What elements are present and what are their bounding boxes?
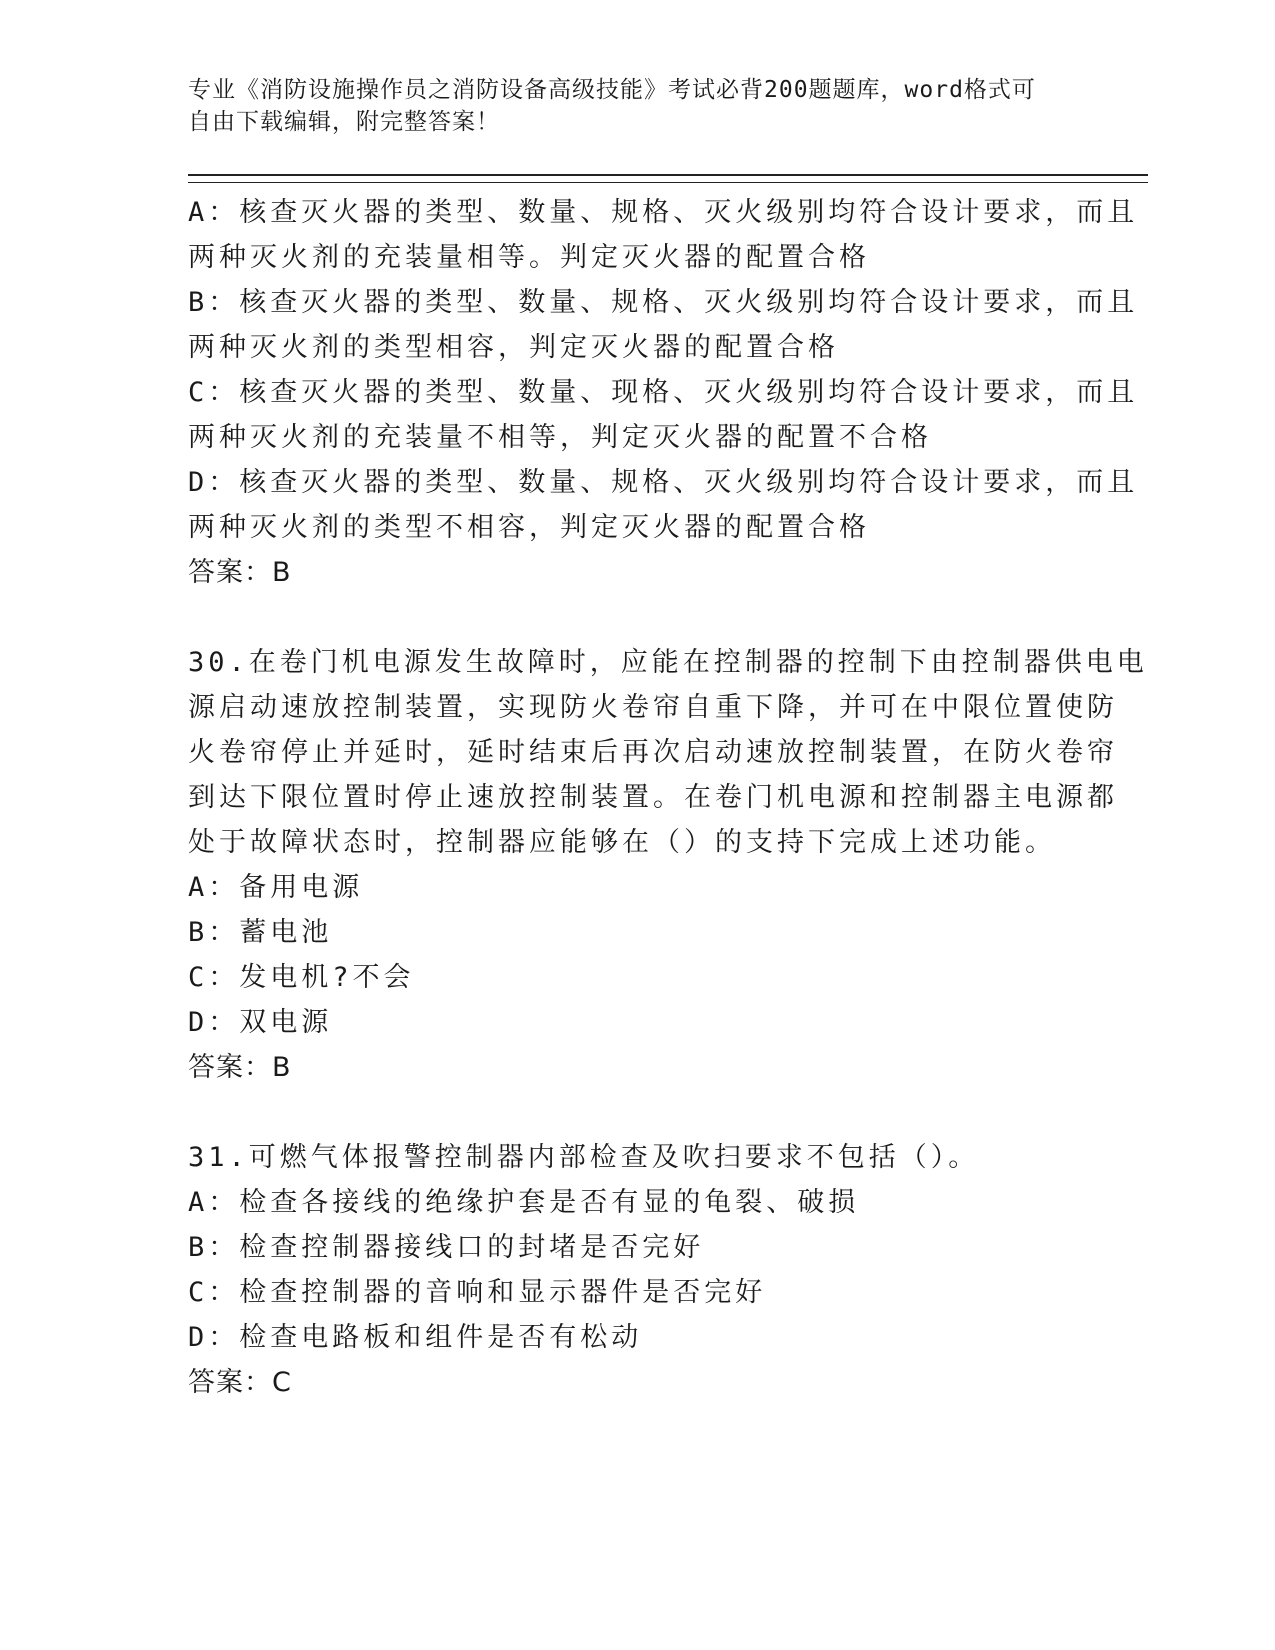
stem-line: 到达下限位置时停止速放控制装置。在卷门机电源和控制器主电源都 <box>188 782 1118 813</box>
question-stem <box>188 1135 1088 1180</box>
option-a <box>188 190 1139 280</box>
option-c <box>188 370 1139 460</box>
header-line-1: 专业《消防设施操作员之消防设备高级技能》考试必背200题题库，word格式可 <box>188 77 1036 103</box>
option-d <box>188 460 1139 550</box>
option-line: D：核查灭火器的类型、数量、规格、灭火级别均符合设计要求，而且 <box>188 467 1139 498</box>
answer-line: 答案：B <box>188 1052 292 1083</box>
question-list <box>188 190 1148 1405</box>
header-line-2: 自由下载编辑，附完整答案！ <box>188 109 500 135</box>
option-d: D：检查电路板和组件是否有松动 <box>188 1322 643 1353</box>
question-block-29 <box>188 190 1139 595</box>
option-c: C：发电机?不会 <box>188 962 415 993</box>
stem-line: 31.可燃气体报警控制器内部检查及吹扫要求不包括（）。 <box>188 1142 980 1173</box>
stem-line: 30.在卷门机电源发生故障时，应能在控制器的控制下由控制器供电电 <box>188 647 1148 678</box>
option-c: C：检查控制器的音响和显示器件是否完好 <box>188 1277 767 1308</box>
document-header <box>188 74 1088 138</box>
option-line: 两种灭火剂的类型相容，判定灭火器的配置合格 <box>188 332 839 363</box>
option-b: B：检查控制器接线口的封堵是否完好 <box>188 1232 705 1263</box>
answer-line: 答案：B <box>188 557 292 588</box>
option-line: C：核查灭火器的类型、数量、现格、灭火级别均符合设计要求，而且 <box>188 377 1139 408</box>
option-line: B：核查灭火器的类型、数量、规格、灭火级别均符合设计要求，而且 <box>188 287 1139 318</box>
spacer <box>188 1090 1088 1135</box>
option-line: A：核查灭火器的类型、数量、规格、灭火级别均符合设计要求，而且 <box>188 197 1139 228</box>
option-d: D：双电源 <box>188 1007 333 1038</box>
option-b <box>188 280 1139 370</box>
question-stem <box>188 640 1148 865</box>
option-b: B：蓄电池 <box>188 917 333 948</box>
question-block-30 <box>188 640 1148 1090</box>
stem-line: 处于故障状态时，控制器应能够在（）的支持下完成上述功能。 <box>188 827 1056 858</box>
question-block-31 <box>188 1135 1088 1405</box>
answer-line: 答案：C <box>188 1367 292 1398</box>
option-a: A：检查各接线的绝缘护套是否有显的龟裂、破损 <box>188 1187 860 1218</box>
spacer <box>188 595 1088 640</box>
option-line: 两种灭火剂的类型不相容，判定灭火器的配置合格 <box>188 512 870 543</box>
option-line: 两种灭火剂的充装量不相等，判定灭火器的配置不合格 <box>188 422 932 453</box>
stem-line: 火卷帘停止并延时，延时结束后再次启动速放控制装置，在防火卷帘 <box>188 737 1118 768</box>
option-a: A：备用电源 <box>188 872 364 903</box>
option-line: 两种灭火剂的充装量相等。判定灭火器的配置合格 <box>188 242 870 273</box>
header-divider <box>188 174 1148 183</box>
stem-line: 源启动速放控制装置，实现防火卷帘自重下降，并可在中限位置使防 <box>188 692 1118 723</box>
